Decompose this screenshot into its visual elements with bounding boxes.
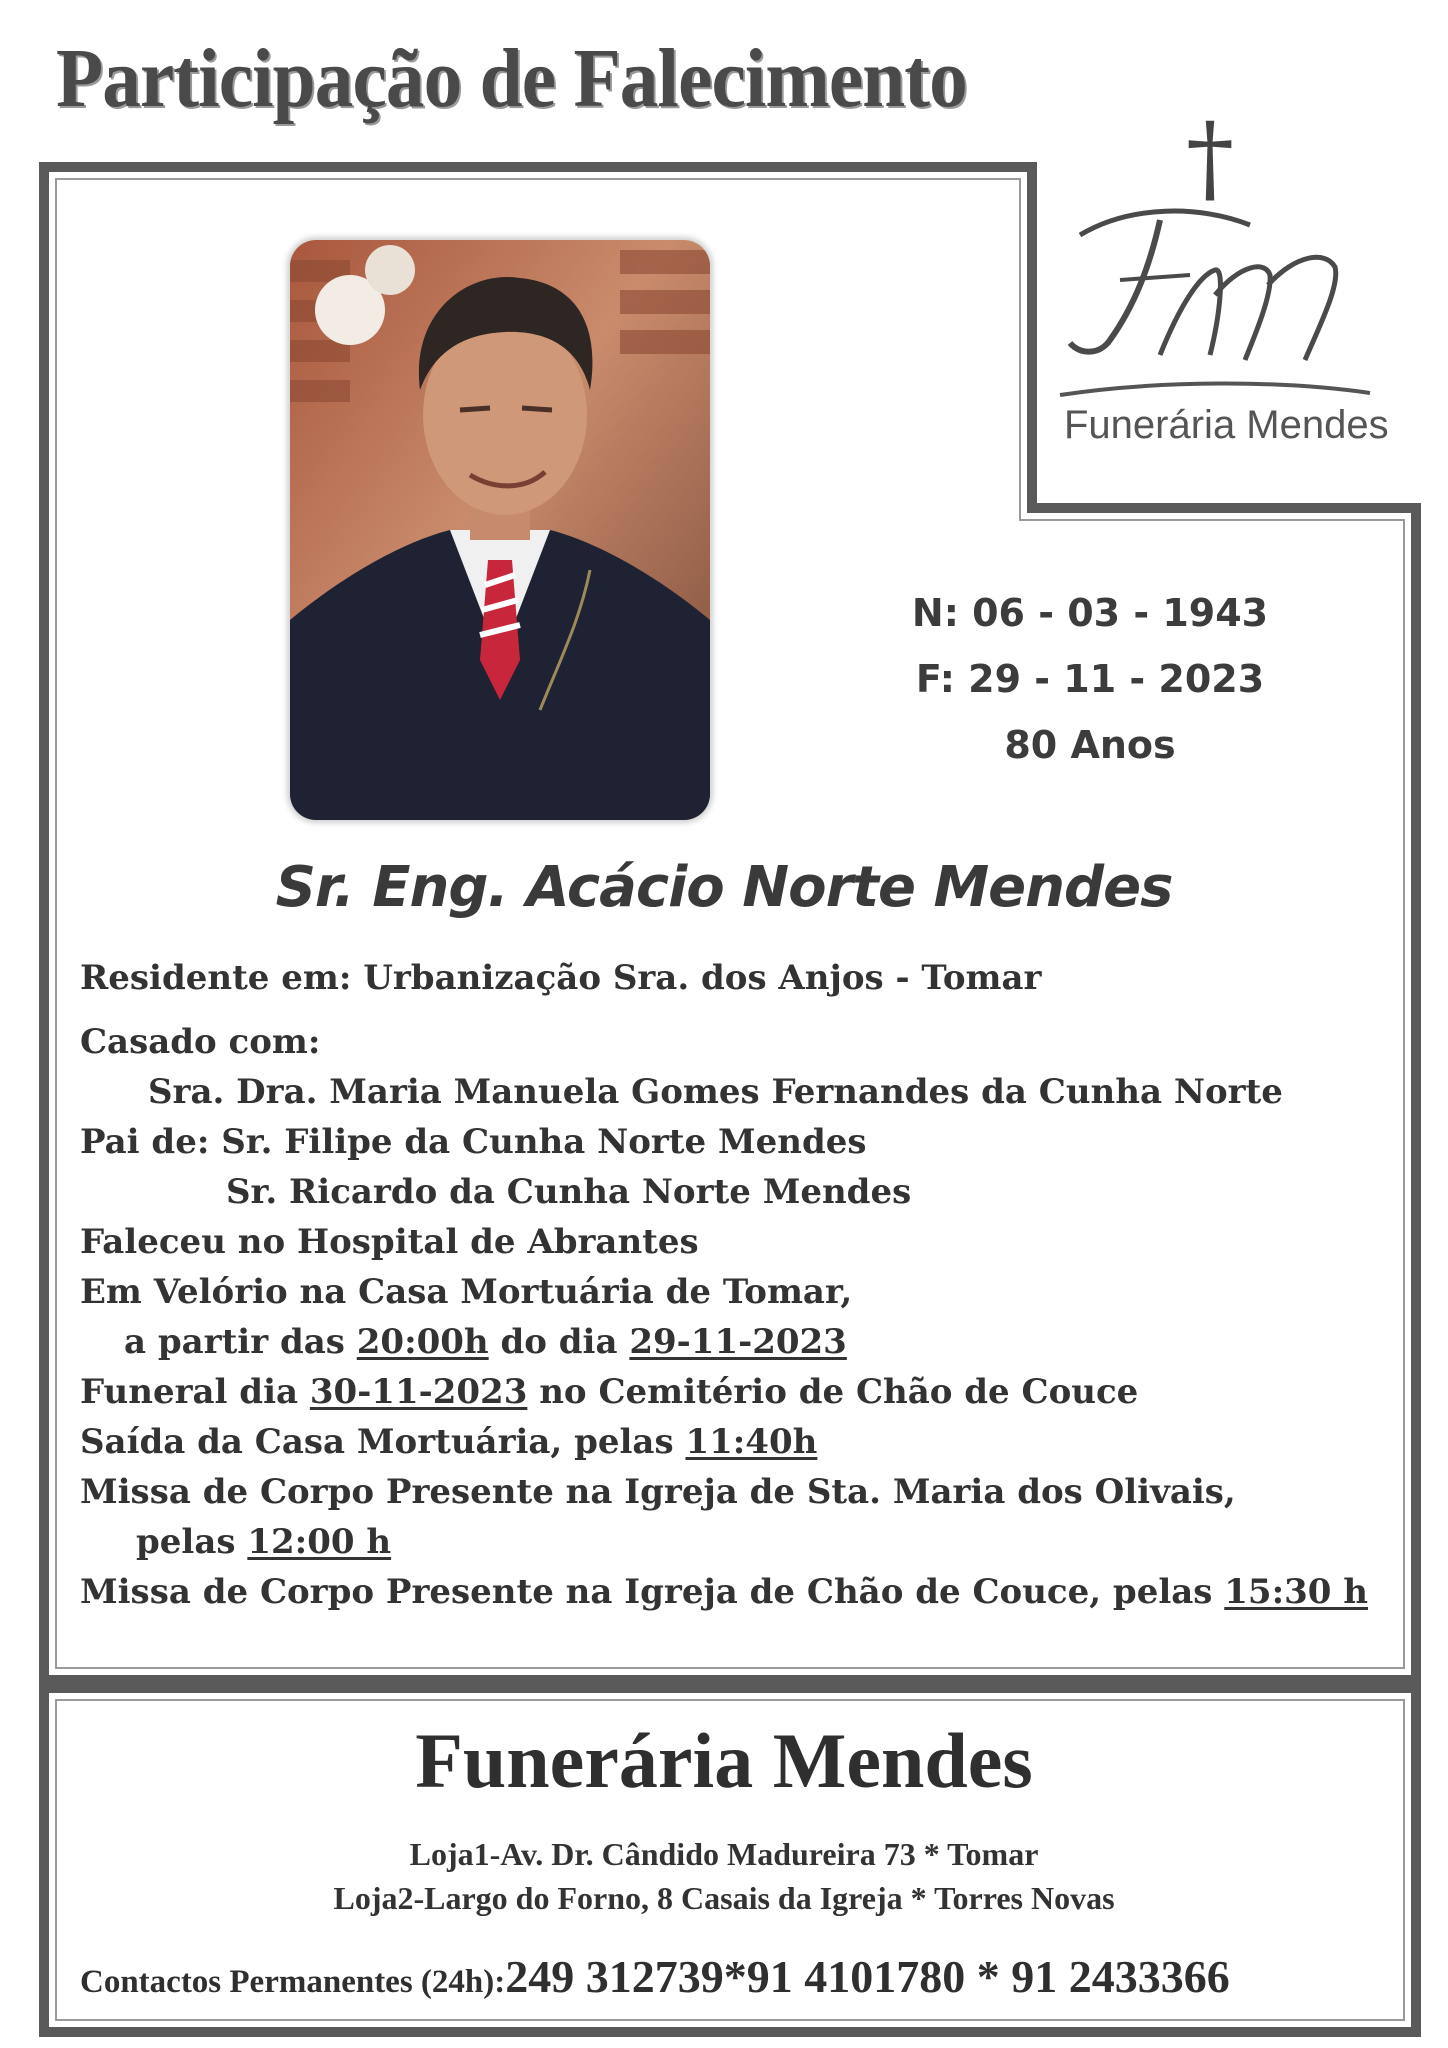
deceased-name: Sr. Eng. Acácio Norte Mendes: [275, 855, 1173, 920]
portrait-illustration: [290, 240, 710, 820]
mass-1-at-label: pelas: [136, 1522, 236, 1562]
child-2: Sr. Ricardo da Cunha Norte Mendes: [226, 1172, 912, 1212]
funeral-date: 30-11-2023: [309, 1372, 528, 1412]
wake-day-label: do dia: [500, 1322, 618, 1362]
death-date: F: 29 - 11 - 2023: [915, 657, 1265, 701]
mass-2-line: [80, 1572, 1368, 1612]
mass-2-time: 15:30 h: [1224, 1572, 1369, 1612]
spouse-line: Sra. Dra. Maria Manuela Gomes Fernandes da Cunha Norte: [148, 1072, 1283, 1112]
mass-1-time-line: [136, 1522, 391, 1562]
store-1-address: Loja1-Av. Dr. Cândido Madureira 73 * Tomar: [409, 1836, 1039, 1872]
departure-label: Saída da Casa Mortuária, pelas: [80, 1422, 674, 1462]
page-title: Participação de Falecimento: [56, 32, 967, 125]
latin-cross-icon: †: [1186, 102, 1234, 214]
funeral-place: no Cemitério de Chão de Couce: [539, 1372, 1139, 1412]
wake-time-line: [124, 1322, 847, 1362]
dates-block: [880, 580, 1300, 778]
mass-1-line: Missa de Corpo Presente na Igreja de Sta. Maria dos Olivais,: [80, 1472, 1236, 1512]
child-1: Sr. Filipe da Cunha Norte Mendes: [221, 1122, 867, 1162]
store-2-address: Loja2-Largo do Forno, 8 Casais da Igreja * Torres Novas: [333, 1880, 1115, 1916]
wake-line: Em Velório na Casa Mortuária de Tomar,: [80, 1272, 853, 1312]
departure-time: 11:40h: [685, 1422, 818, 1462]
wake-from-label: a partir das: [124, 1322, 345, 1362]
logo-company-name: Funerária Mendes: [1064, 403, 1389, 447]
age: 80 Anos: [1004, 723, 1176, 767]
departure-line: [80, 1422, 817, 1462]
funeral-line: [80, 1372, 1138, 1412]
married-label: Casado com:: [80, 1022, 321, 1062]
footer-company-name: Funerária Mendes: [415, 1717, 1033, 1804]
contacts-label: Contactos Permanentes (24h):: [80, 1964, 506, 2000]
mass-1-time: 12:00 h: [247, 1522, 392, 1562]
died-at-line: Faleceu no Hospital de Abrantes: [80, 1222, 699, 1262]
father-label: Pai de:: [80, 1122, 210, 1162]
residence-line: Residente em: Urbanização Sra. dos Anjos - Tomar: [80, 958, 1042, 998]
contacts-line: [80, 1950, 1230, 2003]
birth-date: N: 06 - 03 - 1943: [911, 591, 1269, 635]
funeral-home-logo-icon: [1040, 195, 1380, 405]
wake-time: 20:00h: [356, 1322, 489, 1362]
portrait-photo: [290, 240, 710, 820]
wake-date: 29-11-2023: [629, 1322, 847, 1362]
funeral-label: Funeral dia: [80, 1372, 299, 1412]
mass-2-label: Missa de Corpo Presente na Igreja de Chão de Couce, pelas: [80, 1572, 1213, 1612]
contacts-numbers: 249 312739*91 4101780 * 91 2433366: [505, 1951, 1230, 2002]
children-line-1: [80, 1122, 867, 1162]
